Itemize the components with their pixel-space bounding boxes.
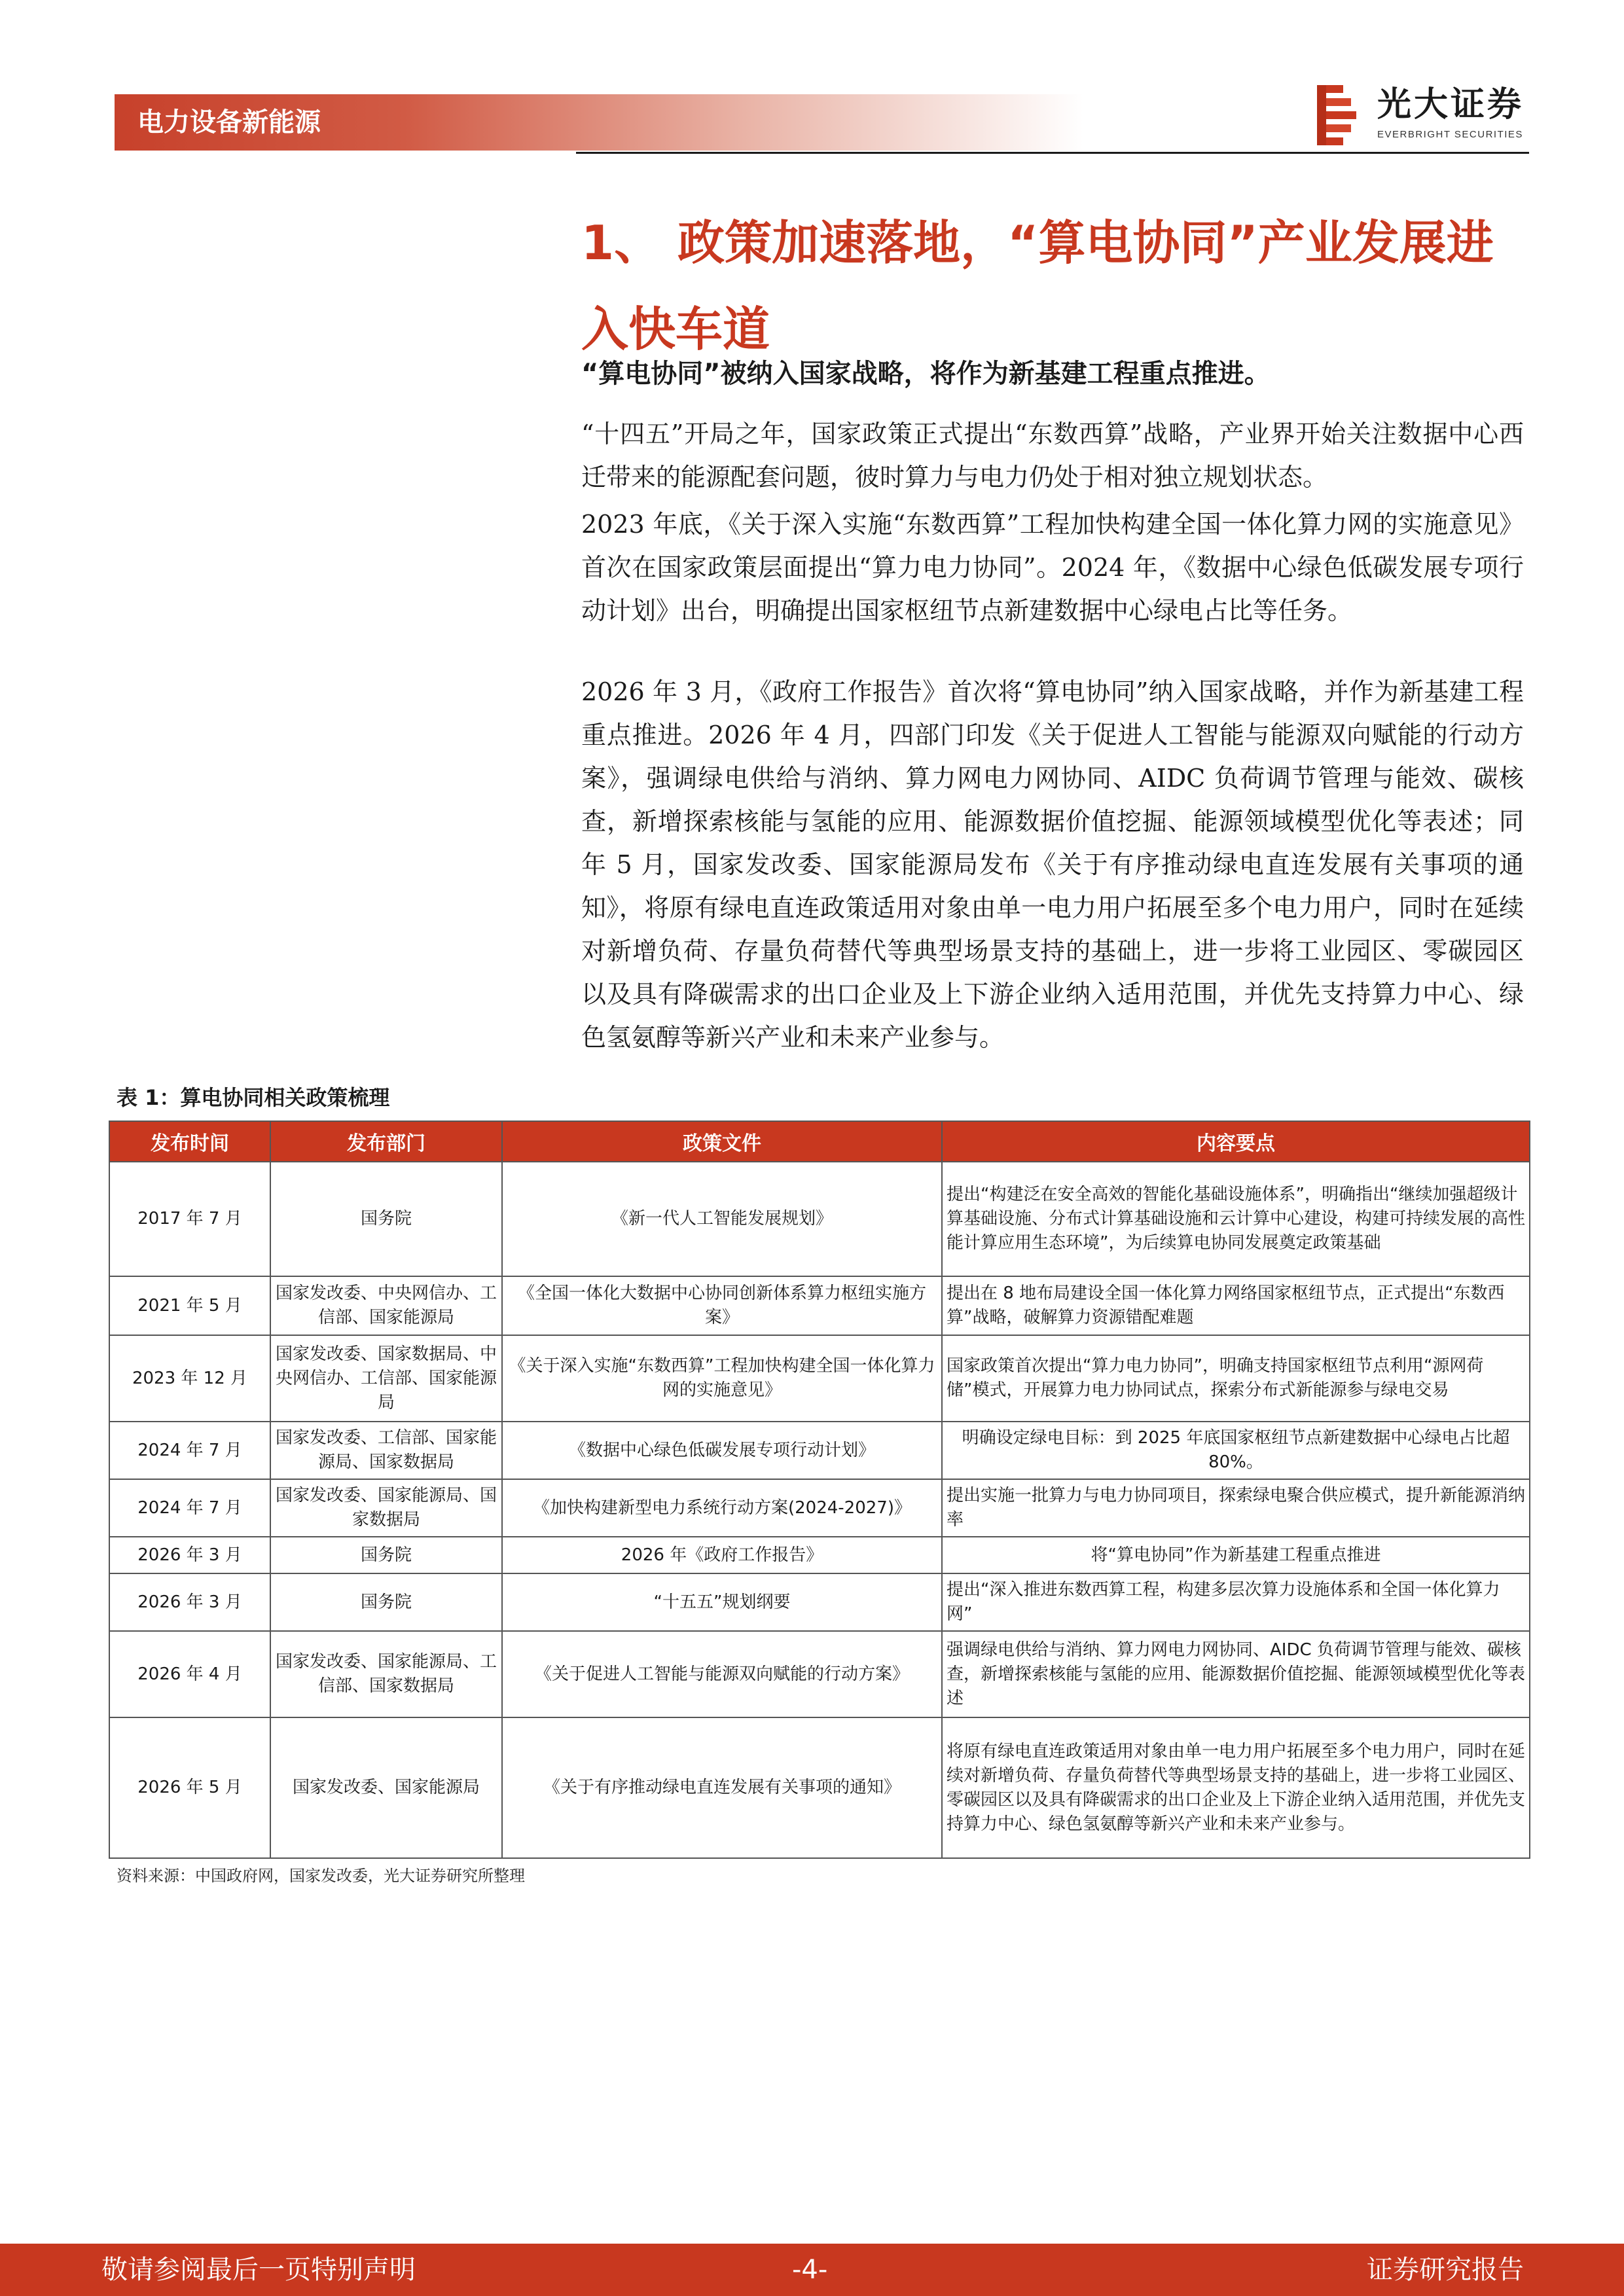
cell-department: 国务院 [270, 1537, 502, 1573]
section-label: 电力设备新能源 [137, 107, 321, 137]
cell-document: 《新一代人工智能发展规划》 [502, 1162, 942, 1276]
everbright-logo-icon [1317, 85, 1359, 145]
cell-department: 国务院 [270, 1573, 502, 1631]
table-header-row [109, 1121, 1530, 1162]
table-row [109, 1276, 1530, 1335]
col-header-department: 发布部门 [270, 1121, 502, 1162]
cell-key-points: 提出“深入推进东数西算工程，构建多层次算力设施体系和全国一体化算力网” [942, 1573, 1530, 1631]
page-number: -4- [792, 2255, 828, 2285]
cell-key-points: 提出“构建泛在安全高效的智能化基础设施体系”，明确指出“继续加强超级计算基础设施、分布式计算基础设施和云计算中心建设，构建可持续发展的高性能计算应用生态环境”，为后续算电协同发展奠定政策基础 [942, 1162, 1530, 1276]
cell-key-points: 将“算电协同”作为新基建工程重点推进 [942, 1537, 1530, 1573]
table-row [109, 1335, 1530, 1422]
paragraph-3: 2026 年 3 月，《政府工作报告》首次将“算电协同”纳入国家战略，并作为新基建工程重点推进。2026 年 4 月，四部门印发《关于促进人工智能与能源双向赋能的行动方案》，强调绿电供给与消纳、算力网电力网协同、AIDC 负荷调节管理与能效、碳核查，新增探索核能与氢能的应用、能源数据价值挖掘、能源领域模型优化等表述；同年 5 月，国家发改委、国家能源局发布《关于有序推动绿电直连发展有关事项的通知》，将原有绿电直连政策适用对象由单一电力用户拓展至多个电力用户，同时在延续对新增负荷、存量负荷替代等典型场景支持的基础上，进一步将工业园区、零碳园区以及具有降碳需求的出口企业及上下游企业纳入适用范围，并优先支持算力中心、绿色氢氨醇等新兴产业和未来产业参与。 [581, 677, 1524, 1052]
cell-date: 2026 年 3 月 [109, 1573, 270, 1631]
cell-department: 国家发改委、工信部、国家能源局、国家数据局 [270, 1422, 502, 1479]
cell-date: 2026 年 4 月 [109, 1631, 270, 1717]
header-divider [576, 152, 1529, 154]
table-row [109, 1573, 1530, 1631]
cell-department: 国家发改委、国家能源局、国家数据局 [270, 1479, 502, 1537]
policy-table [109, 1121, 1530, 1859]
table-row [109, 1162, 1530, 1276]
cell-document: 《关于有序推动绿电直连发展有关事项的通知》 [502, 1717, 942, 1858]
cell-document: 2026 年《政府工作报告》 [502, 1537, 942, 1573]
table-row [109, 1479, 1530, 1537]
cell-department: 国家发改委、国家数据局、中央网信办、工信部、国家能源局 [270, 1335, 502, 1422]
cell-key-points: 强调绿电供给与消纳、算力网电力网协同、AIDC 负荷调节管理与能效、碳核查，新增探索核能与氢能的应用、能源数据价值挖掘、能源领域模型优化等表述 [942, 1631, 1530, 1717]
cell-document: 《数据中心绿色低碳发展专项行动计划》 [502, 1422, 942, 1479]
paragraph-1: “十四五”开局之年，国家政策正式提出“东数西算”战略，产业界开始关注数据中心西迁带来的能源配套问题，彼时算力与电力仍处于相对独立规划状态。 [581, 420, 1524, 492]
cell-department: 国家发改委、国家能源局 [270, 1717, 502, 1858]
cell-document: 《关于促进人工智能与能源双向赋能的行动方案》 [502, 1631, 942, 1717]
cell-key-points: 明确设定绿电目标：到 2025 年底国家枢纽节点新建数据中心绿电占比超 80%。 [942, 1422, 1530, 1479]
cell-department: 国家发改委、国家能源局、工信部、国家数据局 [270, 1631, 502, 1717]
cell-department: 国务院 [270, 1162, 502, 1276]
section-title: 1、 政策加速落地，“算电协同”产业发展进入快车道 [581, 215, 1494, 357]
cell-date: 2017 年 7 月 [109, 1162, 270, 1276]
cell-date: 2026 年 5 月 [109, 1717, 270, 1858]
col-header-document: 政策文件 [502, 1121, 942, 1162]
cell-date: 2024 年 7 月 [109, 1479, 270, 1537]
cell-date: 2021 年 5 月 [109, 1276, 270, 1335]
logo-english-name: EVERBRIGHT SECURITIES [1377, 129, 1523, 140]
table-source-note: 资料来源：中国政府网，国家发改委，光大证券研究所整理 [117, 1867, 525, 1885]
col-header-key-points: 内容要点 [942, 1121, 1530, 1162]
cell-key-points: 国家政策首次提出“算力电力协同”，明确支持国家枢纽节点利用“源网荷储”模式，开展算力电力协同试点，探索分布式新能源参与绿电交易 [942, 1335, 1530, 1422]
table-row [109, 1537, 1530, 1573]
cell-department: 国家发改委、中央网信办、工信部、国家能源局 [270, 1276, 502, 1335]
cell-document: “十五五”规划纲要 [502, 1573, 942, 1631]
company-logo [1317, 82, 1526, 148]
cell-document: 《加快构建新型电力系统行动方案(2024-2027)》 [502, 1479, 942, 1537]
cell-date: 2023 年 12 月 [109, 1335, 270, 1422]
logo-chinese-name: 光大证券 [1377, 85, 1525, 124]
cell-date: 2026 年 3 月 [109, 1537, 270, 1573]
table-row [109, 1422, 1530, 1479]
table-row [109, 1717, 1530, 1858]
paragraph-2: 2023 年底，《关于深入实施“东数西算”工程加快构建全国一体化算力网的实施意见》首次在国家政策层面提出“算力电力协同”。2024 年，《数据中心绿色低碳发展专项行动计划》出台，明确提出国家枢纽节点新建数据中心绿电占比等任务。 [581, 510, 1524, 625]
lead-sentence: “算电协同”被纳入国家战略，将作为新基建工程重点推进。 [581, 359, 1271, 389]
cell-document: 《全国一体化大数据中心协同创新体系算力枢纽实施方案》 [502, 1276, 942, 1335]
table-caption: 表 1：算电协同相关政策梳理 [117, 1085, 390, 1110]
col-header-date: 发布时间 [109, 1121, 270, 1162]
cell-date: 2024 年 7 月 [109, 1422, 270, 1479]
cell-key-points: 提出在 8 地布局建设全国一体化算力网络国家枢纽节点，正式提出“东数西算”战略，破解算力资源错配难题 [942, 1276, 1530, 1335]
footer-disclaimer: 敬请参阅最后一页特别声明 [101, 2255, 416, 2285]
footer-report-type: 证券研究报告 [1367, 2255, 1524, 2285]
cell-document: 《关于深入实施“东数西算”工程加快构建全国一体化算力网的实施意见》 [502, 1335, 942, 1422]
cell-key-points: 将原有绿电直连政策适用对象由单一电力用户拓展至多个电力用户，同时在延续对新增负荷、存量负荷替代等典型场景支持的基础上，进一步将工业园区、零碳园区以及具有降碳需求的出口企业及上下游企业纳入适用范围，并优先支持算力中心、绿色氢氨醇等新兴产业和未来产业参与。 [942, 1717, 1530, 1858]
table-row [109, 1631, 1530, 1717]
cell-key-points: 提出实施一批算力与电力协同项目，探索绿电聚合供应模式，提升新能源消纳率 [942, 1479, 1530, 1537]
